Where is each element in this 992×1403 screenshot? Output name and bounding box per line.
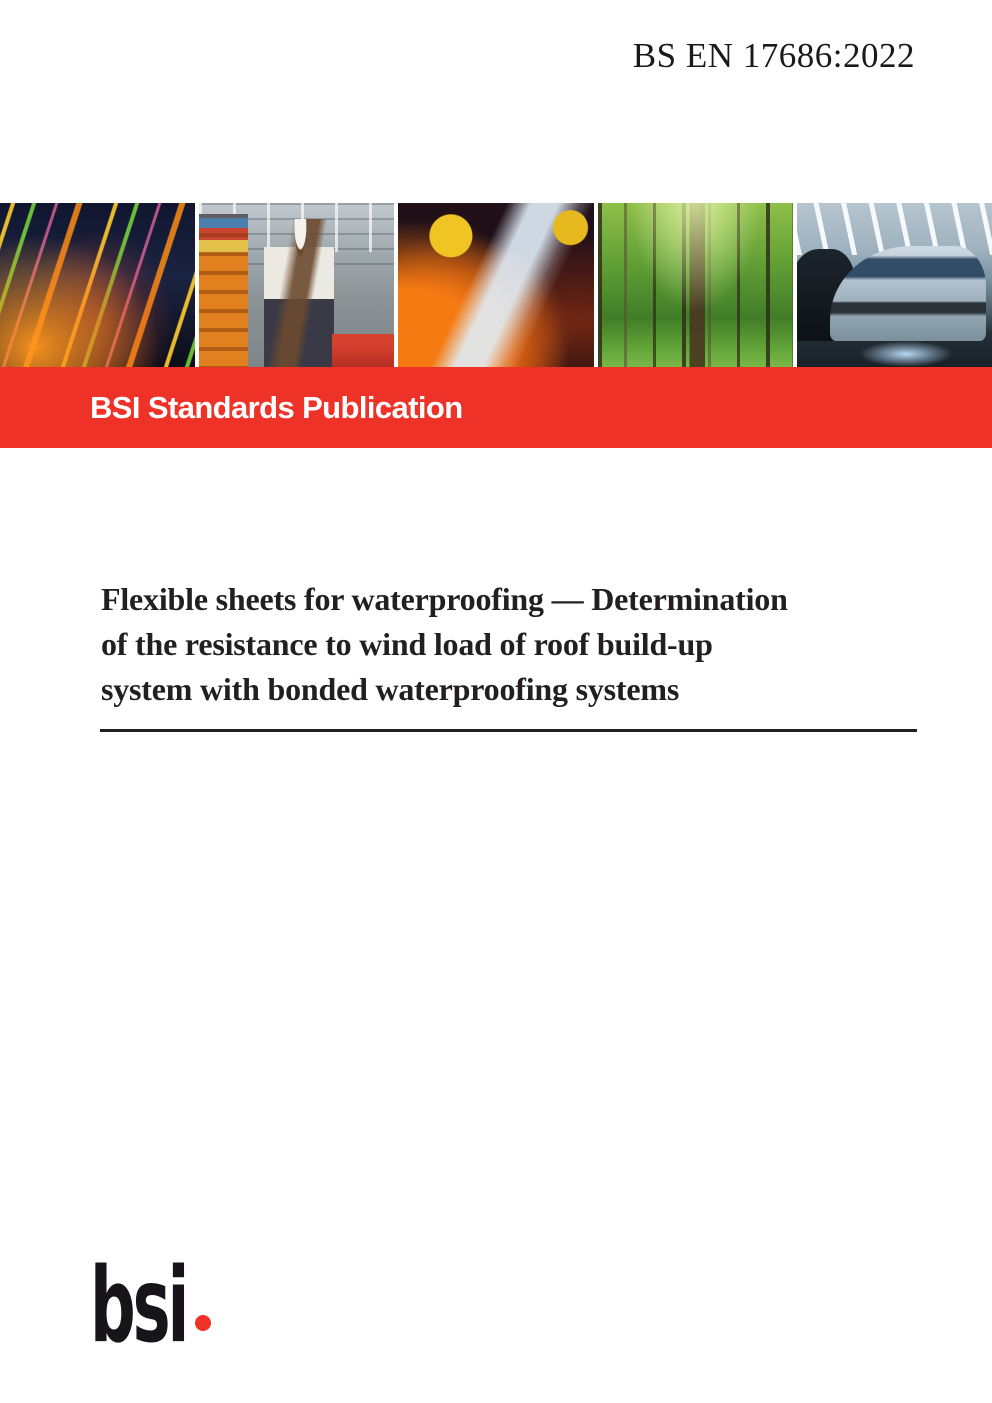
document-number: BS EN 17686:2022 bbox=[632, 36, 915, 75]
standard-title bbox=[101, 577, 921, 712]
title-line-2: of the resistance to wind load of roof build-up bbox=[101, 626, 713, 662]
photo-forest-image bbox=[598, 203, 793, 367]
title-line-3: system with bonded waterproofing systems bbox=[101, 671, 680, 707]
warehouse-crates-shape bbox=[199, 214, 248, 367]
factory-silver-car-shape bbox=[830, 246, 986, 341]
publication-banner-label: BSI Standards Publication bbox=[90, 389, 463, 425]
warehouse-red-crate-shape bbox=[332, 334, 394, 367]
publication-banner bbox=[0, 367, 992, 448]
bsi-logo-dot bbox=[195, 1315, 211, 1331]
photo-banner bbox=[0, 203, 992, 367]
bsi-logo bbox=[90, 1246, 310, 1366]
warehouse-worker-shape bbox=[264, 219, 334, 367]
title-line-1: Flexible sheets for waterproofing — Determination bbox=[101, 581, 788, 617]
photo-car-factory-image bbox=[797, 203, 992, 367]
photo-night-traffic-image bbox=[0, 203, 195, 367]
factory-floor-glow-shape bbox=[859, 341, 953, 367]
photo-firefighters-image bbox=[398, 203, 593, 367]
photo-warehouse-image bbox=[199, 203, 394, 367]
bsi-logo-text: bsi bbox=[90, 1246, 187, 1366]
title-underline-rule bbox=[100, 729, 917, 732]
